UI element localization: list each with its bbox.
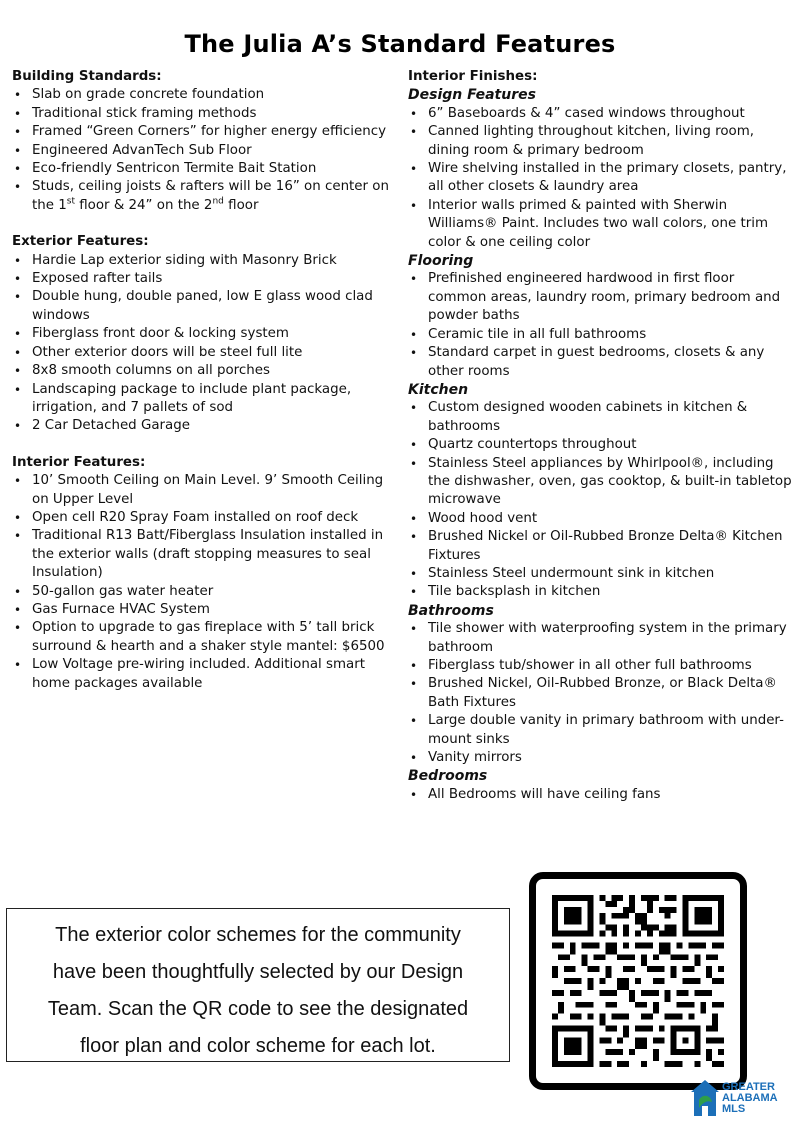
list-item: • 50-gallon gas water heater xyxy=(12,583,392,601)
kitchen-heading: Kitchen xyxy=(408,381,469,398)
right-column xyxy=(408,68,792,804)
list-item: • Interior walls primed & painted with Sherwin Williams® Paint. Includes two wall colors, one trim color & one ceiling color xyxy=(408,197,792,252)
note-line: Team. Scan the QR code to see the designated xyxy=(47,998,469,1020)
list-item: • Open cell R20 Spray Foam installed on roof deck xyxy=(12,509,392,527)
bedrooms-heading: Bedrooms xyxy=(408,768,488,785)
list-item: • Brushed Nickel, Oil-Rubbed Bronze, or Black Delta® Bath Fixtures xyxy=(408,675,792,712)
list-item: • Hardie Lap exterior siding with Masonry Brick xyxy=(12,252,392,270)
list-item: • Gas Furnace HVAC System xyxy=(12,601,392,619)
list-item: • Quartz countertops throughout xyxy=(408,436,792,454)
list-item: • Double hung, double paned, low E glass wood clad windows xyxy=(12,288,392,325)
list-item: • Exposed rafter tails xyxy=(12,270,392,288)
interior-features-heading: Interior Features: xyxy=(12,454,146,470)
list-item: • 8x8 smooth columns on all porches xyxy=(12,362,392,380)
color-scheme-note xyxy=(6,908,510,1062)
logo-text xyxy=(722,1082,778,1115)
list-item: • Fiberglass tub/shower in all other full bathrooms xyxy=(408,657,792,675)
interior-features-list xyxy=(12,472,392,693)
bathrooms-heading: Bathrooms xyxy=(408,602,494,619)
greater-alabama-mls-logo xyxy=(690,1078,798,1120)
logo-line: ALABAMA xyxy=(722,1092,778,1104)
list-item: • Wire shelving installed in the primary closets, pantry, all other closets & laundry area xyxy=(408,160,792,197)
logo-line: GREATER xyxy=(722,1081,775,1093)
list-item: • 10’ Smooth Ceiling on Main Level. 9’ Smooth Ceiling on Upper Level xyxy=(12,472,392,509)
list-item: • Standard carpet in guest bedrooms, closets & any other rooms xyxy=(408,344,792,381)
list-item: • Custom designed wooden cabinets in kitchen & bathrooms xyxy=(408,399,792,436)
design-features-heading: Design Features xyxy=(408,87,536,104)
qr-code[interactable] xyxy=(529,872,747,1090)
bedrooms-list xyxy=(408,786,792,804)
list-item: • Framed “Green Corners” for higher energy efficiency xyxy=(12,123,392,141)
list-item: • Canned lighting throughout kitchen, living room, dining room & primary bedroom xyxy=(408,123,792,160)
page-title: The Julia A’s Standard Features xyxy=(184,30,616,58)
list-item: • Prefinished engineered hardwood in first floor common areas, laundry room, primary bedroom and powder baths xyxy=(408,270,792,325)
design-features-list xyxy=(408,105,792,252)
bathrooms-list xyxy=(408,620,792,767)
studs-sup-second: nd xyxy=(212,196,224,207)
list-item: • Engineered AdvanTech Sub Floor xyxy=(12,142,392,160)
flooring-list xyxy=(408,270,792,380)
list-item: • 6” Baseboards & 4” cased windows throughout xyxy=(408,105,792,123)
list-item: • Large double vanity in primary bathroom with under-mount sinks xyxy=(408,712,792,749)
qr-code-icon xyxy=(552,895,724,1067)
list-item: • Brushed Nickel or Oil-Rubbed Bronze Delta® Kitchen Fixtures xyxy=(408,528,792,565)
list-item-studs xyxy=(12,178,392,215)
list-item: • All Bedrooms will have ceiling fans xyxy=(408,786,792,804)
note-line: The exterior color schemes for the community xyxy=(55,924,461,946)
list-item: • Fiberglass front door & locking system xyxy=(12,325,392,343)
logo-line: MLS xyxy=(722,1103,746,1115)
interior-finishes-heading: Interior Finishes: xyxy=(408,69,538,84)
exterior-features-list xyxy=(12,252,392,436)
studs-text-a: Studs, ceiling joists & rafters will be 16” on center on the 1 xyxy=(32,179,389,213)
list-item: • Traditional stick framing methods xyxy=(12,105,392,123)
list-item: • Landscaping package to include plant package, irrigation, and 7 pallets of sod xyxy=(12,381,392,418)
house-icon xyxy=(690,1078,720,1118)
building-standards-list xyxy=(12,86,392,215)
left-column xyxy=(12,68,392,693)
list-item: • 2 Car Detached Garage xyxy=(12,417,392,435)
list-item: • Eco-friendly Sentricon Termite Bait Station xyxy=(12,160,392,178)
list-item: • Stainless Steel appliances by Whirlpool®, including the dishwasher, oven, gas cooktop, & built-in tabletop microwave xyxy=(408,455,792,510)
list-item: • Traditional R13 Batt/Fiberglass Insulation installed in the exterior walls (draft stopping measures to seal Insulation) xyxy=(12,527,392,582)
note-line: have been thoughtfully selected by our Design xyxy=(52,961,464,983)
kitchen-list xyxy=(408,399,792,601)
list-item: • Tile backsplash in kitchen xyxy=(408,583,792,601)
building-standards-heading: Building Standards: xyxy=(12,69,162,84)
studs-text-b: floor & 24” on the 2 xyxy=(74,197,213,213)
list-item: • Slab on grade concrete foundation xyxy=(12,86,392,104)
flooring-heading: Flooring xyxy=(408,253,474,270)
list-item: • Stainless Steel undermount sink in kitchen xyxy=(408,565,792,583)
list-item: • Option to upgrade to gas fireplace with 5’ tall brick surround & hearth and a shaker style mantel: $6500 xyxy=(12,619,392,656)
note-line: floor plan and color scheme for each lot. xyxy=(80,1035,436,1057)
list-item: • Tile shower with waterproofing system in the primary bathroom xyxy=(408,620,792,657)
exterior-features-heading: Exterior Features: xyxy=(12,234,149,250)
list-item: • Other exterior doors will be steel full lite xyxy=(12,344,392,362)
list-item: • Vanity mirrors xyxy=(408,749,792,767)
list-item: • Ceramic tile in all full bathrooms xyxy=(408,326,792,344)
studs-sup-first: st xyxy=(66,196,75,207)
studs-text-c: floor xyxy=(223,197,259,213)
list-item: • Low Voltage pre-wiring included. Additional smart home packages available xyxy=(12,656,392,693)
list-item: • Wood hood vent xyxy=(408,510,792,528)
